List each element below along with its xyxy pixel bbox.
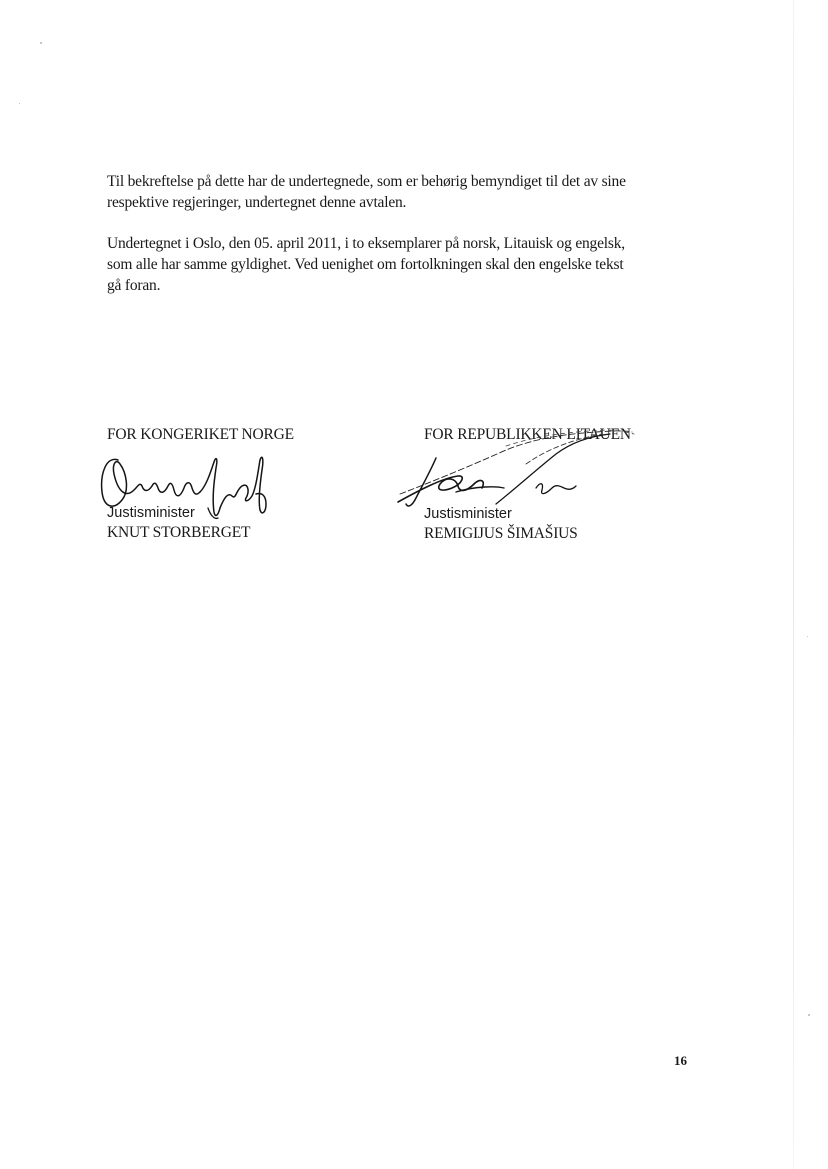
paragraph-line: Til bekreftelse på dette har de undertegnede, som er behørig bemyndiget til det av sine: [107, 173, 626, 190]
signatory-name-norway: KNUT STORBERGET: [107, 524, 251, 541]
paragraph-line: som alle har samme gyldighet. Ved uenighet om fortolkningen skal den engelske tekst: [107, 256, 624, 273]
paragraph-line: gå foran.: [107, 277, 161, 294]
paragraph-line: Undertegnet i Oslo, den 05. april 2011, i to eksemplarer på norsk, Litauisk og engelsk,: [107, 235, 625, 252]
signatory-name-lithuania: REMIGIJUS ŠIMAŠIUS: [424, 525, 578, 542]
paragraph-signing-details: [107, 233, 697, 296]
paragraph-line: respektive regjeringer, undertegnet denne avtalen.: [107, 194, 407, 211]
paragraph-confirmation: [107, 171, 697, 213]
scan-edge: [793, 0, 794, 1169]
signatory-title-lithuania: Justisminister: [424, 506, 512, 522]
scan-speck: [19, 103, 20, 104]
page-number: 16: [674, 1053, 687, 1068]
scan-speck: [808, 1014, 810, 1016]
signatory-heading-norway: FOR KONGERIKET NORGE: [107, 426, 294, 443]
signatory-heading-lithuania: FOR REPUBLIKKEN LITAUEN: [424, 426, 631, 443]
scan-speck: [807, 636, 808, 637]
scan-speck: [40, 42, 42, 44]
signatory-title-norway: Justisminister: [107, 505, 195, 521]
